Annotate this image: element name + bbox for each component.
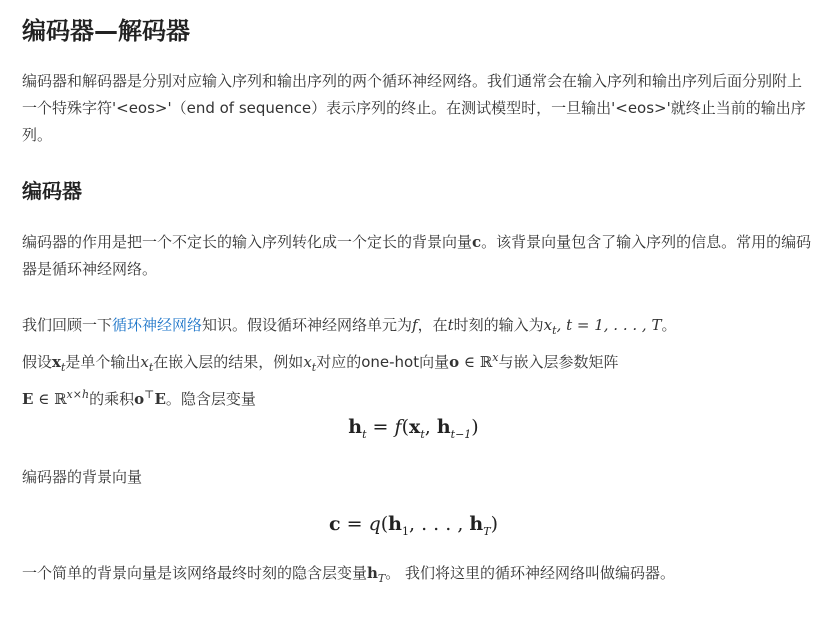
- encoder-paragraph-1: [22, 229, 813, 283]
- math-f: f: [412, 316, 418, 334]
- equation-hidden-state: [0, 416, 827, 441]
- math-paren: ): [471, 416, 479, 438]
- text-span: ，在: [417, 316, 448, 334]
- text-span: 是单个输出: [65, 353, 141, 371]
- text-span: 在嵌入层的结果，例如: [153, 353, 304, 371]
- text-span: 时刻的输入为: [453, 316, 544, 334]
- math-sub: t: [552, 324, 557, 337]
- math-t: t: [447, 316, 454, 334]
- math-h: h: [436, 416, 451, 438]
- math-E: E: [154, 390, 166, 408]
- math-sub: t: [362, 427, 367, 441]
- math-xt-bold: x: [52, 353, 61, 371]
- text-span: 。 我们将这里的循环神经网络叫做编码器。: [385, 564, 676, 582]
- math-sub: t: [420, 427, 425, 441]
- math-f: f: [394, 416, 402, 438]
- math-o: o: [449, 353, 460, 371]
- math-xt: x: [140, 353, 149, 371]
- math-comma: ,: [424, 416, 437, 438]
- text-span: 编码器的作用是把一个不定长的输入序列转化成一个定长的背景向量: [22, 233, 473, 251]
- math-sub: t: [311, 361, 317, 374]
- math-h: h: [388, 513, 402, 535]
- equation-context-vector: [0, 513, 827, 538]
- math-eq: =: [340, 513, 369, 535]
- math-x: x: [408, 416, 421, 438]
- intro-paragraph: 编码器和解码器是分别对应输入序列和输出序列的两个循环神经网络。我们通常会在输入序列和输出序列后面分别附上一个特殊字符'<eos>'（end of sequence）表示序列的终止。在测试模型时，一旦输出'<eos>'就终止当前的输出序列。: [22, 72, 806, 144]
- text-span: 知识。假设循环神经网络单元为: [202, 316, 413, 334]
- encoder-paragraph-3: 编码器的背景向量: [22, 468, 143, 486]
- math-paren: (: [380, 513, 389, 535]
- text-span: 。隐含层变量: [165, 390, 256, 408]
- math-sub: T: [483, 524, 491, 538]
- text-span: 一个简单的背景向量是该网络最终时刻的隐含层变量: [22, 564, 368, 582]
- text-span: 对应的one-hot向量: [316, 353, 450, 371]
- math-dots: , . . . ,: [409, 513, 470, 535]
- math-sup: x×h: [66, 388, 90, 401]
- math-h: h: [469, 513, 484, 535]
- math-h: h: [348, 416, 363, 438]
- page-title: 编码器—解码器: [22, 17, 190, 45]
- math-paren: ): [490, 513, 498, 535]
- rnn-link[interactable]: 循环神经网络: [112, 316, 203, 334]
- text-span: 假设: [22, 353, 53, 371]
- math-sub: T: [377, 572, 386, 585]
- math-c: c: [472, 233, 482, 251]
- math-sup: x: [492, 351, 499, 364]
- math-x: x: [543, 316, 553, 334]
- math-in-r: ∈ ℝ: [33, 390, 67, 408]
- math-xt: x: [303, 353, 312, 371]
- text-span: 我们回顾一下: [22, 316, 113, 334]
- math-sub: 1: [402, 524, 409, 538]
- section-heading-encoder: 编码器: [22, 179, 82, 203]
- math-sequence: [543, 316, 662, 337]
- math-paren: (: [401, 416, 409, 438]
- encoder-paragraph-2: [22, 312, 813, 413]
- math-sub: t: [148, 361, 154, 374]
- math-c: c: [329, 513, 341, 535]
- math-in-r: ∈ ℝ: [459, 353, 493, 371]
- math-range: , t = 1, . . . , T: [556, 316, 662, 334]
- math-o: o: [134, 390, 145, 408]
- math-sup: ⊤: [144, 388, 155, 401]
- text-span: 。该背景向量包含了输入序列的信息。常用的编码器是循环神经网络。: [22, 233, 812, 278]
- math-q: q: [368, 513, 381, 535]
- math-sub: t: [60, 361, 66, 374]
- text-span: 与嵌入层参数矩阵: [498, 353, 619, 371]
- encoder-paragraph-4: [22, 560, 813, 592]
- math-sub: t−1: [450, 427, 472, 441]
- math-eq: =: [366, 416, 395, 438]
- math-E: E: [22, 390, 34, 408]
- text-span: 。: [661, 316, 677, 334]
- text-span: 的乘积: [89, 390, 135, 408]
- math-h: h: [367, 564, 378, 582]
